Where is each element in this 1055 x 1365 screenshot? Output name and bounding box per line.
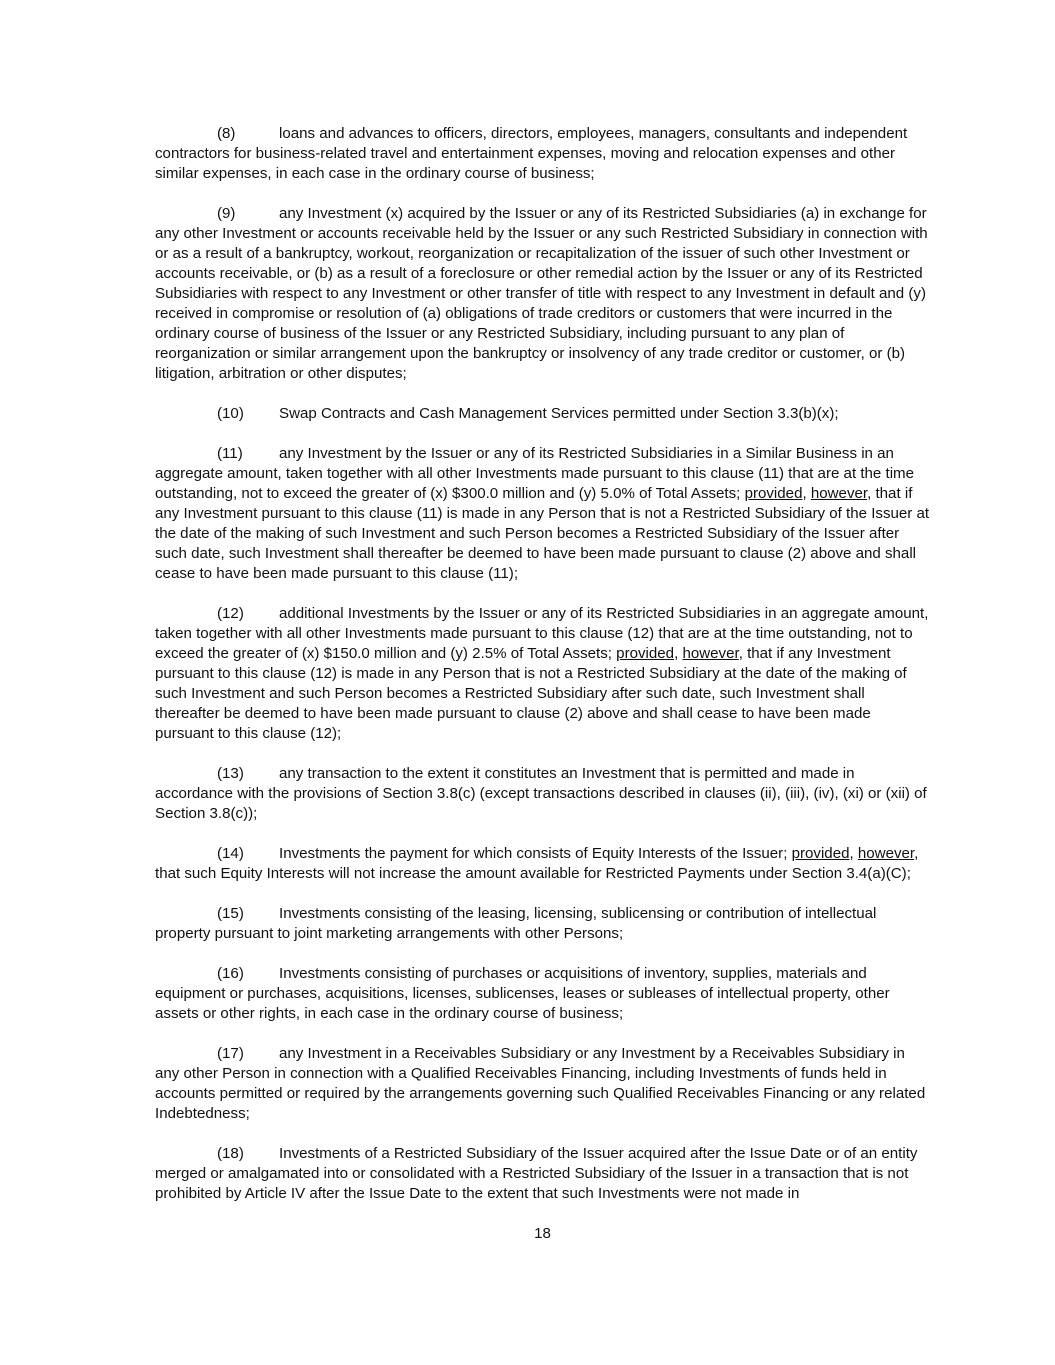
clause-text: additional Investments by the Issuer or any of its Restricted Subsidiaries in an aggregate amount, taken together with all other Investments made pursuant to this clause (12) that are at the time outstanding, not to exceed the greater of (x) $150.0 million and (y) 2.5% of Total Assets; <box>155 605 929 662</box>
clause-text: Investments the payment for which consists of Equity Interests of the Issuer; <box>279 845 792 862</box>
clause-text: , that if any Investment pursuant to this clause (12) is made in any Person that is not a Restricted Subsidiary at the date of the making of such Investment and such Person becomes a Restricted Subsidiary after such date, such Investment shall thereafter be deemed to have been made pursuant to clause (2) above and shall cease to have been made pursuant to this clause (12); <box>155 645 907 742</box>
clause-number: (15) <box>217 905 244 922</box>
clause-text: Investments of a Restricted Subsidiary of the Issuer acquired after the Issue Date or of an entity merged or amalgamated into or consolidated with a Restricted Subsidiary of the Issuer in a transaction that is not prohibited by Article IV after the Issue Date to the extent that such Investments were not made in <box>155 1145 918 1202</box>
clause-number: (17) <box>217 1045 244 1062</box>
clause-text: any Investment in a Receivables Subsidiary or any Investment by a Receivables Subsidiary in any other Person in connection with a Qualified Receivables Financing, including Investments of funds held in accounts permitted or required by the arrangements governing such Qualified Receivables Financing or any related Indebtedness; <box>155 1045 926 1122</box>
clause-text: Investments consisting of the leasing, licensing, sublicensing or contribution of intellectual property pursuant to joint marketing arrangements with other Persons; <box>155 905 877 942</box>
clause-paragraph <box>155 404 930 424</box>
clause-number: (18) <box>217 1145 244 1162</box>
underlined-term: provided <box>744 485 803 502</box>
document-body <box>155 124 930 1224</box>
clause-paragraph <box>155 764 930 824</box>
page-number: 18 <box>534 1225 551 1242</box>
clause-text: Swap Contracts and Cash Management Services permitted under Section 3.3(b)(x); <box>279 405 839 422</box>
clause-text: any transaction to the extent it constitutes an Investment that is permitted and made in accordance with the provisions of Section 3.8(c) (except transactions described in clauses (ii), (iii), (iv), (xi) or (xii) of Section 3.8(c)); <box>155 765 927 822</box>
paragraph-list <box>155 124 930 1204</box>
clause-text: , that if any Investment pursuant to this clause (11) is made in any Person that is not a Restricted Subsidiary of the Issuer at the date of the making of such Investment and such Person becomes a Restricted Subsidiary of the Issuer after such date, such Investment shall thereafter be deemed to have been made pursuant to clause (2) above and shall cease to have been made pursuant to this clause (11); <box>155 485 930 582</box>
clause-number: (16) <box>217 965 244 982</box>
underlined-term: provided <box>616 645 675 662</box>
clause-paragraph <box>155 1144 930 1204</box>
clause-paragraph <box>155 904 930 944</box>
clause-text: Investments consisting of purchases or acquisitions of inventory, supplies, materials and equipment or purchases, acquisitions, licenses, sublicenses, leases or subleases of intellectual property, other assets or other rights, in each case in the ordinary course of business; <box>155 965 890 1022</box>
clause-paragraph <box>155 604 930 744</box>
clause-text: any Investment (x) acquired by the Issuer or any of its Restricted Subsidiaries (a) in exchange for any other Investment or accounts receivable held by the Issuer or any such Restricted Subsidiary in connection with or as a result of a bankruptcy, workout, reorganization or recapitalization of the issuer of such other Investment or accounts receivable, or (b) as a result of a foreclosure or other remedial action by the Issuer or any of its Restricted Subsidiaries with respect to any Investment or other transfer of title with respect to any Investment in default and (y) received in compromise or resolution of (a) obligations of trade creditors or customers that were incurred in the ordinary course of business of the Issuer or any Restricted Subsidiary, including pursuant to any plan of reorganization or similar arrangement upon the bankruptcy or insolvency of any trade creditor or customer, or (b) litigation, arbitration or other disputes; <box>155 205 928 382</box>
clause-text: , <box>802 485 811 502</box>
clause-text: , <box>674 645 683 662</box>
clause-paragraph <box>155 844 930 884</box>
clause-paragraph <box>155 1044 930 1124</box>
clause-paragraph <box>155 444 930 584</box>
clause-number: (8) <box>217 125 236 142</box>
clause-number: (14) <box>217 845 244 862</box>
clause-number: (10) <box>217 405 244 422</box>
clause-text: loans and advances to officers, directors, employees, managers, consultants and independent contractors for business-related travel and entertainment expenses, moving and relocation expenses and other similar expenses, in each case in the ordinary course of business; <box>155 125 908 182</box>
clause-paragraph <box>155 964 930 1024</box>
clause-paragraph <box>155 204 930 384</box>
clause-number: (9) <box>217 205 236 222</box>
clause-paragraph <box>155 124 930 184</box>
underlined-term: however <box>857 845 915 862</box>
clause-number: (12) <box>217 605 244 622</box>
underlined-term: provided <box>791 845 850 862</box>
clause-number: (11) <box>217 445 243 462</box>
underlined-term: however <box>682 645 739 662</box>
clause-text: , <box>849 845 858 862</box>
clause-text: , that such Equity Interests will not increase the amount available for Restricted Payments under Section 3.4(a)(C); <box>155 845 919 882</box>
underlined-term: however <box>810 485 868 502</box>
clause-number: (13) <box>217 765 244 782</box>
clause-text: any Investment by the Issuer or any of its Restricted Subsidiaries in a Similar Business in an aggregate amount, taken together with all other Investments made pursuant to this clause (11) that are at the time outstanding, not to exceed the greater of (x) $300.0 million and (y) 5.0% of Total Assets; <box>155 445 915 502</box>
